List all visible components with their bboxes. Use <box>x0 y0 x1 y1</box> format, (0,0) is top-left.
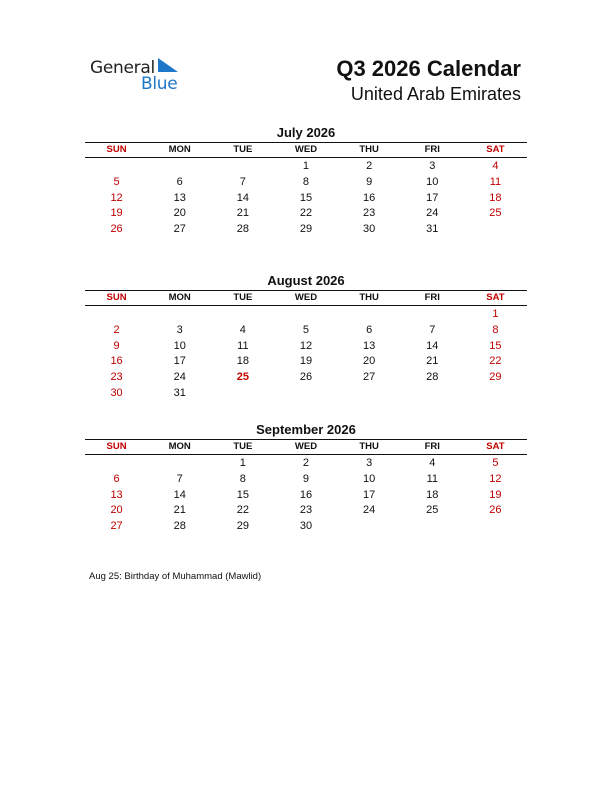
day-cell: 17 <box>173 355 186 368</box>
day-cell: 5 <box>492 457 499 469</box>
day-grid <box>85 306 527 402</box>
day-cell: 2 <box>113 323 120 336</box>
day-cell: 17 <box>426 191 439 204</box>
month-calendar <box>85 421 527 535</box>
day-cell: 29 <box>299 223 313 236</box>
empty-day-cell <box>148 456 211 472</box>
day-cell: 8 <box>492 323 499 336</box>
weekday-label: SUN <box>106 144 127 155</box>
day-cell: 9 <box>366 175 373 188</box>
day-cell: 24 <box>173 371 186 384</box>
day-cell: 7 <box>429 323 436 336</box>
empty-day-cell <box>148 307 211 323</box>
empty-day-cell <box>85 159 148 175</box>
day-cell: 1 <box>239 457 246 469</box>
logo-blue-text: Blue <box>141 74 178 94</box>
day-cell: 10 <box>363 472 376 485</box>
day-cell: 13 <box>173 191 186 204</box>
day-cell: 12 <box>299 339 313 352</box>
day-cell: 19 <box>299 355 313 368</box>
empty-day-cell <box>401 307 464 323</box>
month-calendar <box>85 124 527 238</box>
day-cell: 17 <box>363 488 376 501</box>
day-cell: 28 <box>426 371 439 384</box>
day-cell: 15 <box>236 488 249 501</box>
empty-day-cell <box>85 307 148 323</box>
holiday-note: Aug 25: Birthday of Muhammad (Mawlid) <box>89 571 262 582</box>
month-title: August 2026 <box>267 273 345 288</box>
day-cell: 25 <box>426 504 439 517</box>
day-cell: 4 <box>239 323 246 336</box>
day-cell: 21 <box>426 355 439 368</box>
day-cell: 11 <box>237 339 249 352</box>
day-cell: 1 <box>492 308 499 320</box>
day-cell: 31 <box>173 386 186 399</box>
empty-day-cell <box>338 307 401 323</box>
weekday-label: THU <box>359 144 379 155</box>
day-cell: 1 <box>302 160 310 172</box>
logo-flag-icon <box>158 58 178 72</box>
weekday-header <box>85 142 527 158</box>
day-cell: 16 <box>110 355 123 368</box>
day-cell: 8 <box>239 472 246 485</box>
day-cell: 9 <box>302 472 310 485</box>
day-cell: 7 <box>239 175 246 188</box>
weekday-label: MON <box>168 144 191 155</box>
day-cell: 25 <box>489 207 502 220</box>
day-cell: 6 <box>176 175 183 188</box>
day-cell: 6 <box>366 323 373 336</box>
empty-day-cell <box>211 307 274 323</box>
day-cell: 3 <box>429 160 436 172</box>
day-cell: 22 <box>236 504 249 517</box>
day-cell: 20 <box>110 504 123 517</box>
day-cell: 21 <box>236 207 249 220</box>
day-cell: 10 <box>426 175 439 188</box>
day-cell: 4 <box>429 457 436 469</box>
weekday-label: FRI <box>424 292 440 303</box>
day-cell: 14 <box>426 339 439 352</box>
weekday-label: MON <box>168 441 191 452</box>
day-grid <box>85 158 527 238</box>
day-cell: 11 <box>426 472 438 485</box>
day-cell: 5 <box>302 323 310 336</box>
holiday-day-cell: 25 <box>236 371 249 384</box>
day-cell: 27 <box>173 223 186 236</box>
day-cell: 19 <box>489 488 502 501</box>
page-title: Q3 2026 Calendar <box>336 56 521 81</box>
day-cell: 3 <box>366 457 373 469</box>
empty-day-cell <box>274 307 337 323</box>
weekday-label: THU <box>359 292 379 303</box>
day-cell: 14 <box>236 191 249 204</box>
day-cell: 18 <box>236 355 249 368</box>
day-cell: 22 <box>299 207 313 220</box>
weekday-label: SAT <box>486 144 505 155</box>
day-cell: 23 <box>363 207 376 220</box>
day-cell: 8 <box>302 175 310 188</box>
day-cell: 14 <box>173 488 186 501</box>
day-cell: 31 <box>426 223 439 236</box>
day-cell: 9 <box>113 339 120 352</box>
empty-day-cell <box>85 456 148 472</box>
day-cell: 13 <box>110 488 123 501</box>
day-cell: 5 <box>113 175 120 188</box>
day-cell: 29 <box>489 371 502 384</box>
day-cell: 16 <box>363 191 376 204</box>
day-cell: 28 <box>236 223 249 236</box>
day-cell: 12 <box>110 191 123 204</box>
weekday-label: WED <box>294 144 318 155</box>
day-cell: 20 <box>173 207 186 220</box>
day-cell: 18 <box>489 191 502 204</box>
weekday-label: SUN <box>106 441 127 452</box>
page-subtitle: United Arab Emirates <box>350 84 521 104</box>
day-cell: 10 <box>173 339 186 352</box>
day-cell: 2 <box>302 457 310 469</box>
weekday-label: MON <box>168 292 191 303</box>
weekday-label: WED <box>294 292 318 303</box>
weekday-label: FRI <box>424 441 440 452</box>
day-cell: 4 <box>492 160 499 172</box>
day-cell: 28 <box>173 520 186 533</box>
day-cell: 13 <box>363 339 376 352</box>
day-cell: 6 <box>113 472 120 485</box>
day-cell: 2 <box>366 160 373 172</box>
weekday-label: SUN <box>106 292 127 303</box>
day-cell: 18 <box>426 488 439 501</box>
day-grid <box>85 455 527 535</box>
day-cell: 23 <box>110 371 123 384</box>
day-cell: 7 <box>176 472 183 485</box>
day-cell: 26 <box>110 223 123 236</box>
day-cell: 30 <box>363 223 376 236</box>
day-cell: 30 <box>299 520 313 533</box>
day-cell: 21 <box>173 504 186 517</box>
day-cell: 27 <box>363 371 376 384</box>
day-cell: 20 <box>363 355 376 368</box>
day-cell: 26 <box>299 371 313 384</box>
general-blue-logo <box>90 56 200 96</box>
weekday-label: SAT <box>486 292 505 303</box>
weekday-label: THU <box>359 441 379 452</box>
month-calendar <box>85 272 527 402</box>
month-title: September 2026 <box>256 422 356 437</box>
day-cell: 23 <box>299 504 313 517</box>
day-cell: 30 <box>110 386 123 399</box>
weekday-header <box>85 290 527 306</box>
day-cell: 24 <box>426 207 439 220</box>
day-cell: 11 <box>489 175 502 188</box>
day-cell: 12 <box>489 472 502 485</box>
day-cell: 3 <box>176 323 183 336</box>
month-title: July 2026 <box>276 125 336 140</box>
weekday-label: FRI <box>424 144 440 155</box>
empty-day-cell <box>211 159 274 175</box>
weekday-label: TUE <box>233 144 253 155</box>
day-cell: 15 <box>299 191 313 204</box>
day-cell: 29 <box>236 520 249 533</box>
weekday-label: TUE <box>233 292 253 303</box>
day-cell: 24 <box>363 504 376 517</box>
empty-day-cell <box>148 159 211 175</box>
day-cell: 26 <box>489 504 502 517</box>
logo-general-text: General <box>90 58 155 78</box>
day-cell: 19 <box>110 207 123 220</box>
weekday-label: TUE <box>233 441 253 452</box>
weekday-label: WED <box>294 441 318 452</box>
weekday-label: SAT <box>486 441 505 452</box>
day-cell: 22 <box>489 355 502 368</box>
weekday-header <box>85 439 527 455</box>
day-cell: 15 <box>489 339 502 352</box>
day-cell: 16 <box>299 488 313 501</box>
day-cell: 27 <box>110 520 123 533</box>
